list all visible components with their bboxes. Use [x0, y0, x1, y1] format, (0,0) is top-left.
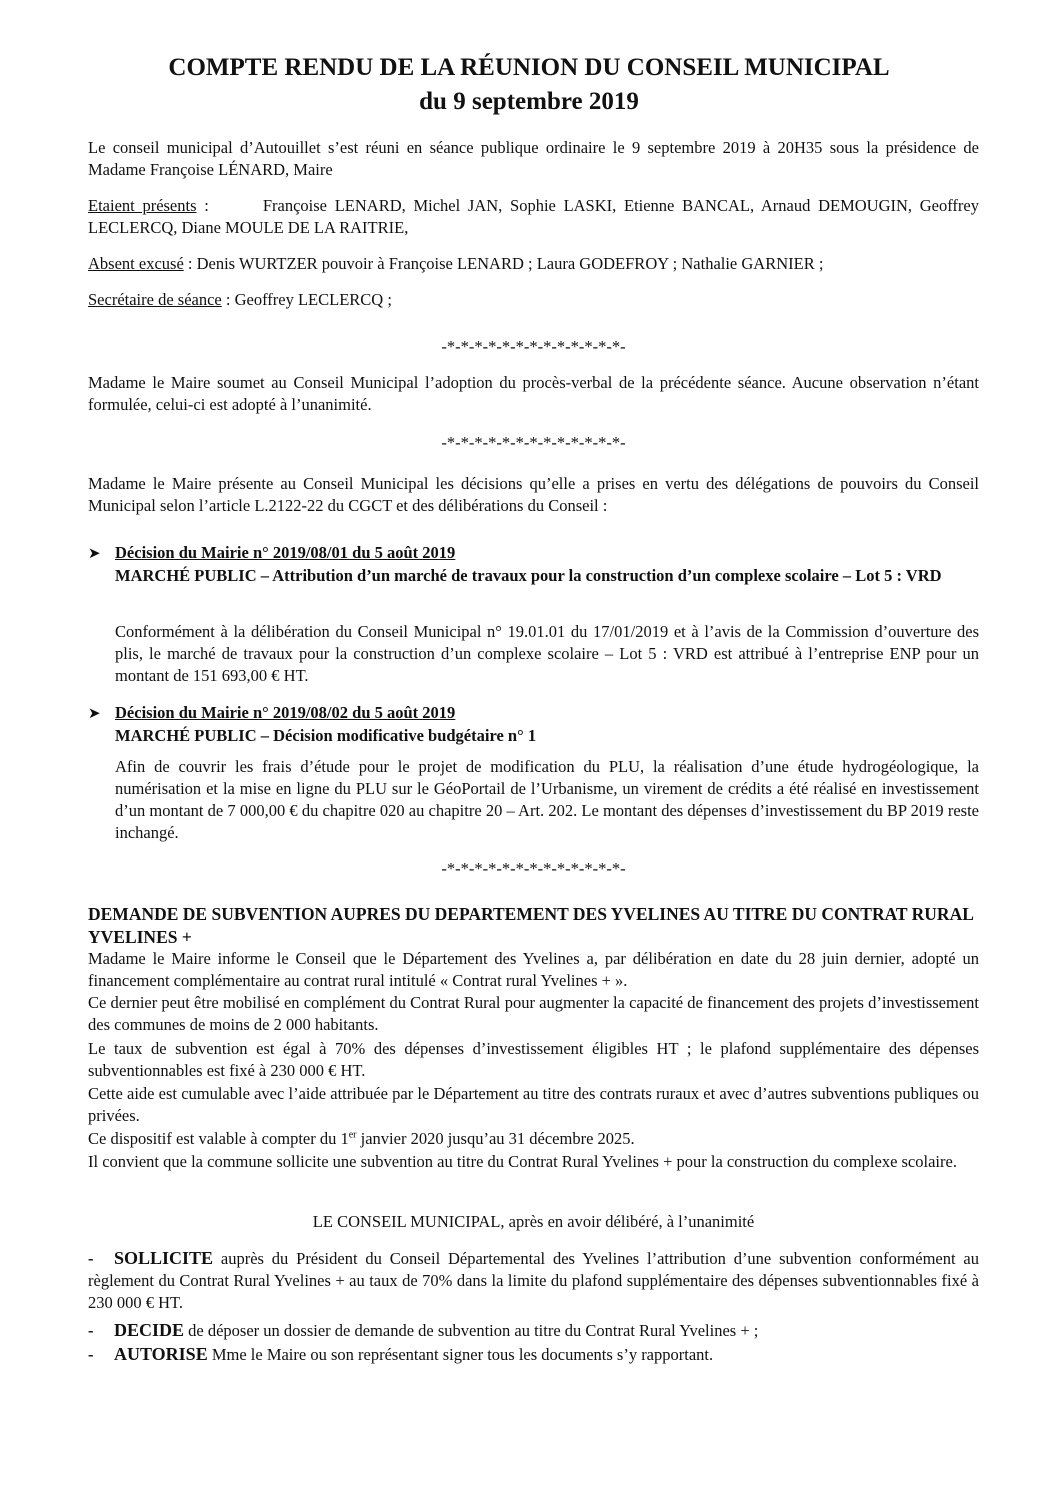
separator: -*-*-*-*-*-*-*-*-*-*-*-*-*-: [441, 859, 626, 878]
resolution-item: [88, 1343, 979, 1366]
separator: -*-*-*-*-*-*-*-*-*-*-*-*-*-: [441, 337, 626, 356]
dash-marker: -: [88, 1321, 94, 1340]
present-label: Etaient présents: [88, 196, 197, 215]
document-title-line2: du 9 septembre 2019: [419, 88, 639, 115]
resolution-item: [88, 1319, 979, 1342]
resolution-verb: DECIDE: [114, 1320, 185, 1340]
decision-subject: MARCHÉ PUBLIC – Attribution d’un marché de travaux pour la construction d’un complexe scolaire – Lot 5 : VRD: [115, 566, 942, 585]
validity-text-end: janvier 2020 jusqu’au 31 décembre 2025.: [356, 1129, 635, 1148]
subvention-section-title: DEMANDE DE SUBVENTION AUPRES DU DEPARTEMENT DES YVELINES AU TITRE DU CONTRAT RURAL YVELINES +: [88, 904, 973, 947]
resolution-text: auprès du Président du Conseil Départemental des Yvelines l’attribution d’une subvention conformément au règlement du Contrat Rural Yvelines + au taux de 70% dans la limite du plafond supplémentaire des dépenses subventionnables fixé à 230 000 € HT.: [88, 1249, 979, 1312]
resolution-text: de déposer un dossier de demande de subvention au titre du Contrat Rural Yvelines + ;: [184, 1321, 759, 1340]
present-members: Etaient présents : Françoise LENARD, Michel JAN, Sophie LASKI, Etienne BANCAL, Arnaud DEMOUGIN, Geoffrey LECLERCQ, Diane MOULE DE LA RAITRIE,: [88, 196, 979, 237]
secretary: [88, 289, 979, 311]
intro-paragraph: Le conseil municipal d’Autouillet s’est réuni en séance publique ordinaire le 9 septembre 2019 à 20H35 sous la présidence de Madame Françoise LÉNARD, Maire: [88, 138, 979, 179]
arrowhead-bullet-icon: ➤: [88, 704, 101, 722]
subvention-validity: [88, 1128, 979, 1150]
subvention-paragraph: Le taux de subvention est égal à 70% des dépenses d’investissement éligibles HT ; le plafond supplémentaire des dépenses subventionnables est fixé à 230 000 € HT.: [88, 1039, 979, 1080]
pv-adoption-paragraph: Madame le Maire soumet au Conseil Municipal l’adoption du procès-verbal de la précédente séance. Aucune observation n’étant formulée, celui-ci est adopté à l’unanimité.: [88, 373, 979, 414]
secretary-label: Secrétaire de séance: [88, 290, 222, 309]
separator: -*-*-*-*-*-*-*-*-*-*-*-*-*-: [441, 433, 626, 452]
decision-ref: Décision du Mairie n° 2019/08/01 du 5 août 2019: [115, 543, 456, 562]
resolution-verb: AUTORISE: [114, 1344, 208, 1364]
validity-superscript: er: [348, 1129, 357, 1141]
decision-ref: Décision du Mairie n° 2019/08/02 du 5 août 2019: [115, 703, 456, 722]
dash-marker: -: [88, 1345, 94, 1364]
arrowhead-bullet-icon: ➤: [88, 544, 101, 562]
absent-value: : Denis WURTZER pouvoir à Françoise LENARD ; Laura GODEFROY ; Nathalie GARNIER ;: [187, 254, 824, 273]
decisions-intro-paragraph: Madame le Maire présente au Conseil Municipal les décisions qu’elle a prises en vertu des délégations de pouvoirs du Conseil Municipal selon l’article L.2122-22 du CGCT et des délibérations du Conseil :: [88, 474, 979, 515]
resolution-item: [88, 1247, 979, 1314]
decision-body: Conformément à la délibération du Conseil Municipal n° 19.01.01 du 17/01/2019 et à l’avis de la Commission d’ouverture des plis, le marché de travaux pour la construction d’un complexe scolaire – Lot 5 : VRD est attribué à l’entreprise ENP pour un montant de 151 693,00 € HT.: [115, 622, 979, 685]
subvention-paragraph: Cette aide est cumulable avec l’aide attribuée par le Département au titre des contrats ruraux et avec d’autres subventions publiques ou privées.: [88, 1084, 979, 1125]
validity-text-start: Ce dispositif est valable à compter du 1: [88, 1129, 349, 1148]
resolution-text: Mme le Maire ou son représentant signer tous les documents s’y rapportant.: [207, 1345, 714, 1364]
resolution-verb: SOLLICITE: [114, 1248, 214, 1268]
present-value: Françoise LENARD, Michel JAN, Sophie LASKI, Etienne BANCAL, Arnaud DEMOUGIN, Geoffrey LECLERCQ, Diane MOULE DE LA RAITRIE,: [88, 196, 979, 237]
subvention-paragraph: Il convient que la commune sollicite une subvention au titre du Contrat Rural Yvelines + pour la construction du complexe scolaire.: [88, 1152, 957, 1171]
decision-subject: MARCHÉ PUBLIC – Décision modificative budgétaire n° 1: [115, 726, 537, 745]
document-title-line1: COMPTE RENDU DE LA RÉUNION DU CONSEIL MUNICIPAL: [168, 54, 890, 81]
subvention-paragraph: Madame le Maire informe le Conseil que le Département des Yvelines a, par délibération en date du 28 juin dernier, adopté un financement complémentaire au contrat rural intitulé « Contrat rural Yvelines + ».: [88, 949, 979, 990]
dash-marker: -: [88, 1249, 94, 1268]
secretary-value: : Geoffrey LECLERCQ ;: [225, 290, 392, 309]
absent-members: [88, 253, 979, 275]
council-decision-line: LE CONSEIL MUNICIPAL, après en avoir délibéré, à l’unanimité: [312, 1212, 755, 1231]
absent-label: Absent excusé: [88, 254, 184, 273]
subvention-paragraph: Ce dernier peut être mobilisé en complément du Contrat Rural pour augmenter la capacité de financement des projets d’investissement des communes de moins de 2 000 habitants.: [88, 993, 979, 1034]
decision-body: Afin de couvrir les frais d’étude pour le projet de modification du PLU, la réalisation d’une étude hydrogéologique, la numérisation et la mise en ligne du PLU sur le GéoPortail de l’Urbanisme, un virement de crédits a été réalisé en investissement d’un montant de 7 000,00 € du chapitre 020 au chapitre 20 – Art. 202. Le montant des dépenses d’investissement du BP 2019 reste inchangé.: [115, 757, 979, 842]
